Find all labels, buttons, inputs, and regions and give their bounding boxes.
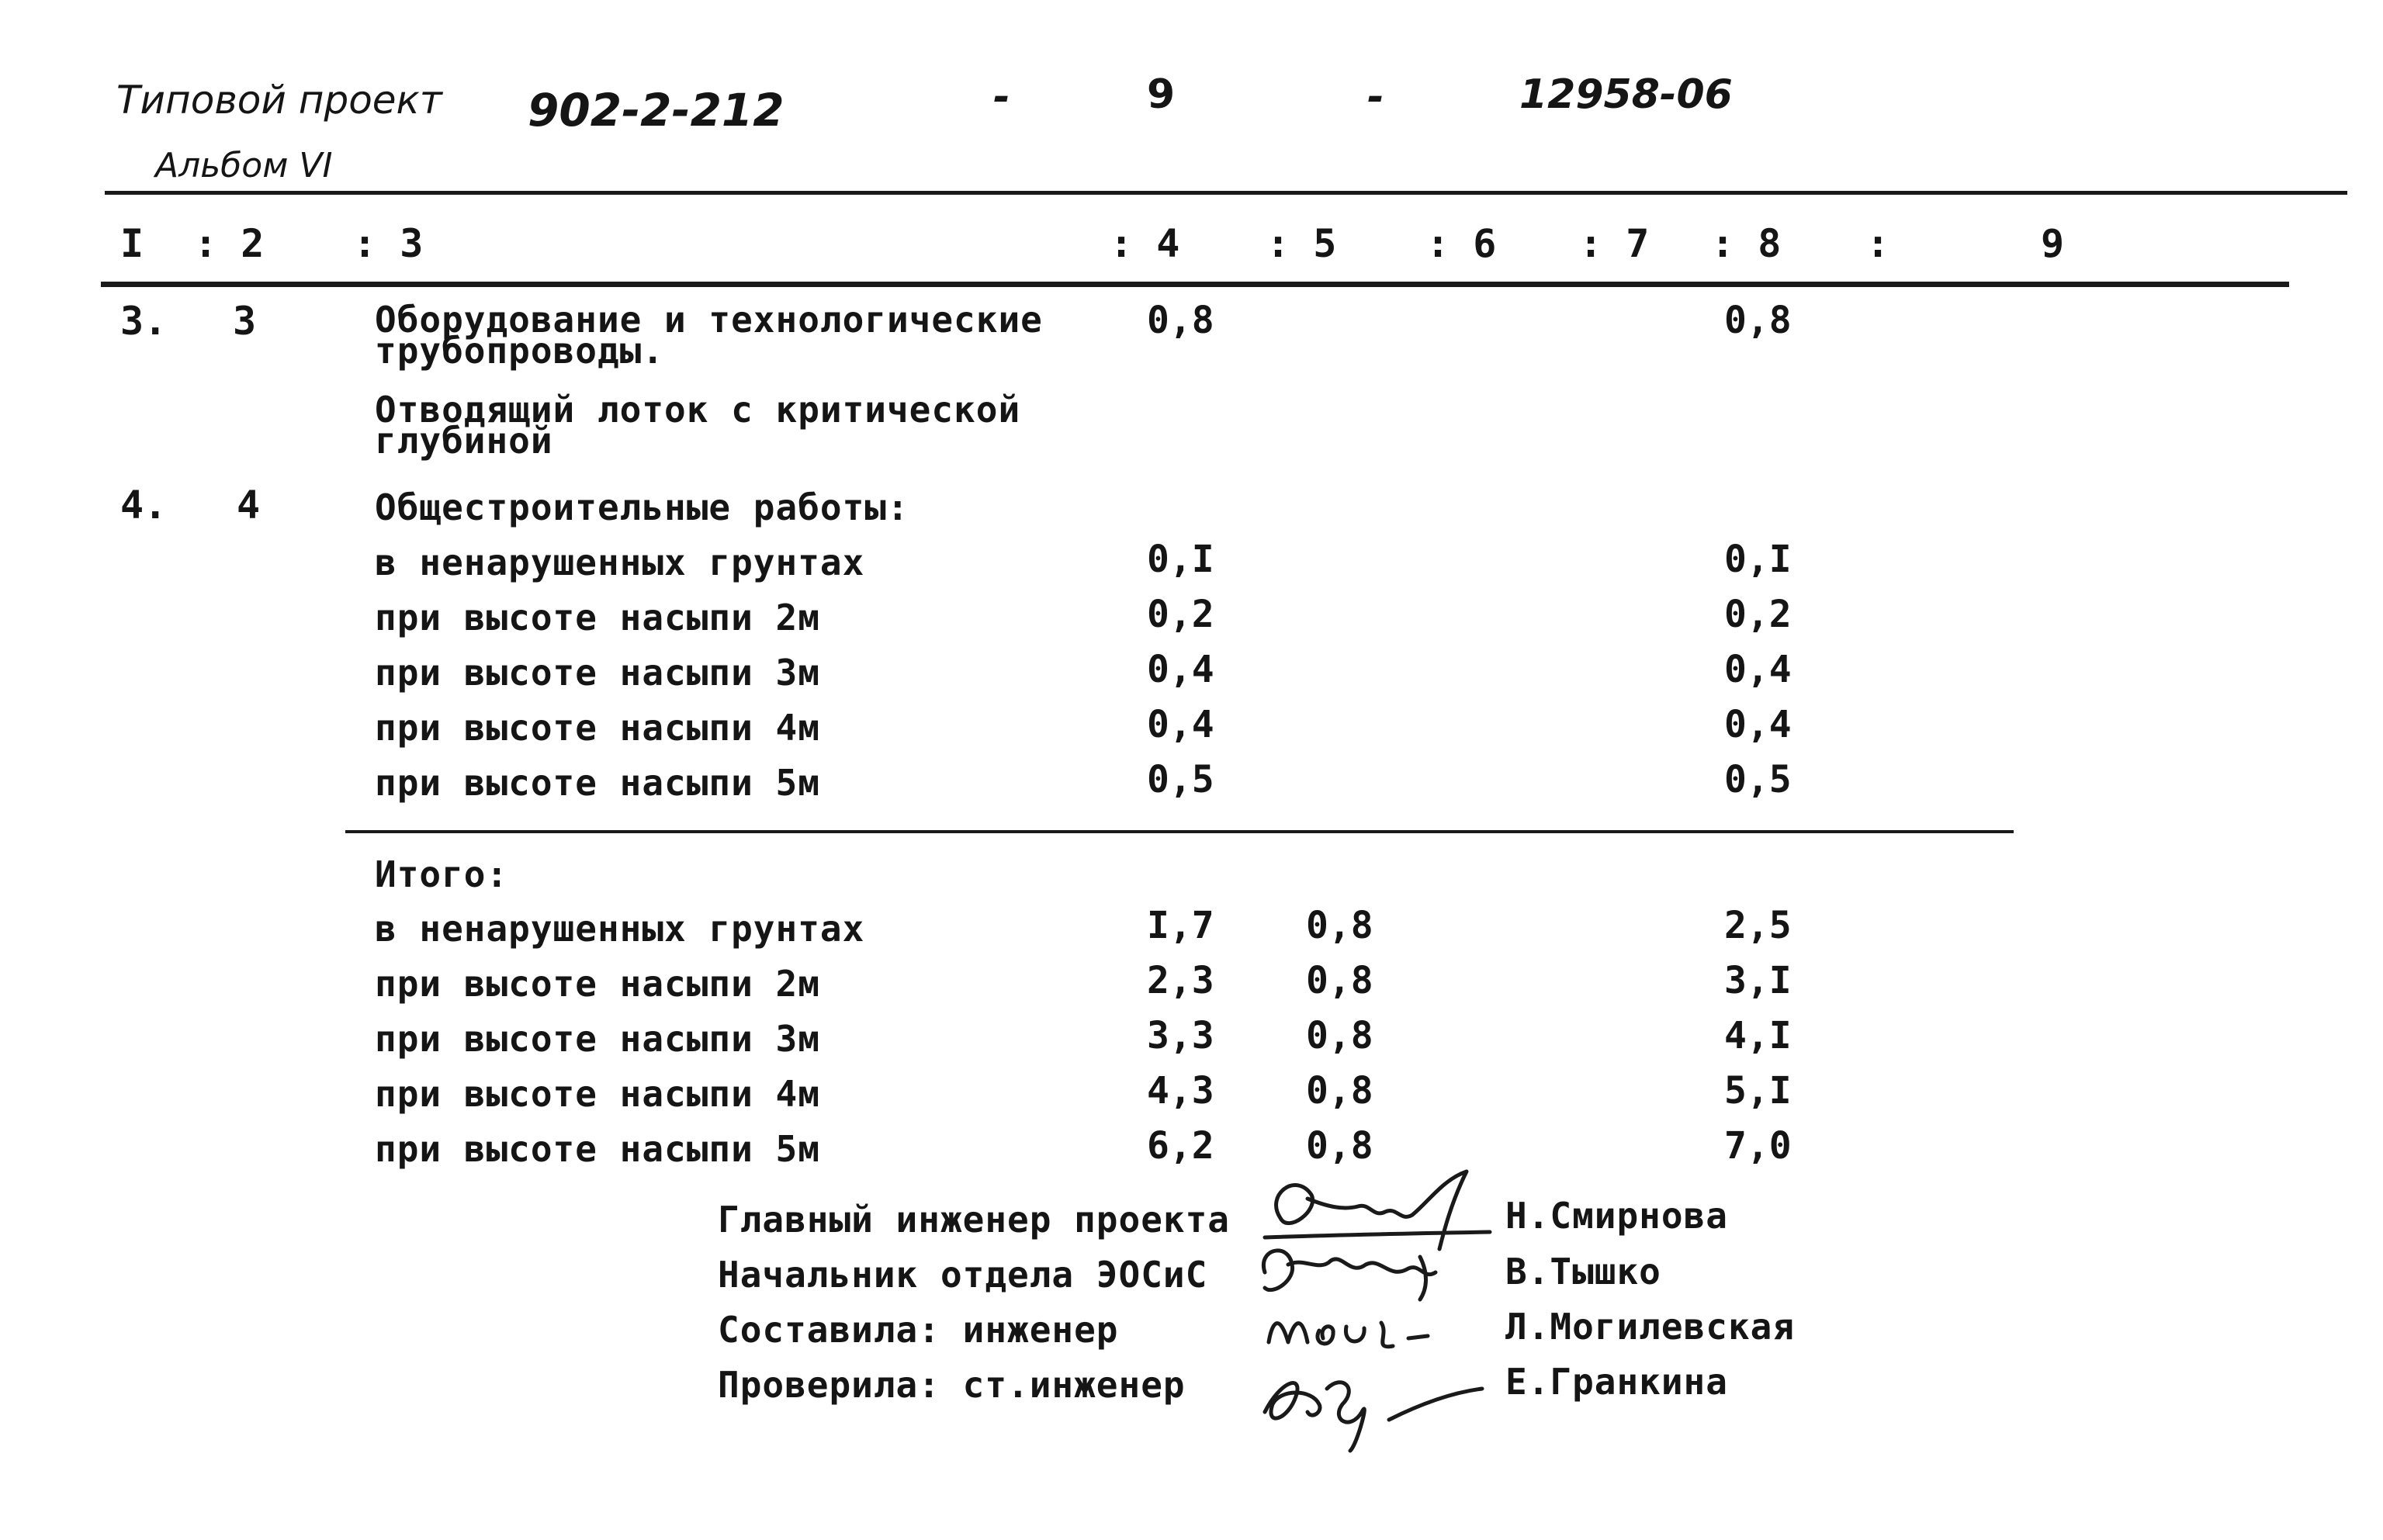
total-row-label: при высоте насыпи 5м — [375, 1128, 820, 1170]
section-3-col8: 0,8 — [1724, 299, 1792, 342]
header-rule — [105, 191, 2347, 195]
section-3-number: 3. — [120, 299, 168, 344]
project-code: 902-2-212 — [528, 84, 785, 137]
signature-smirnova — [1265, 1171, 1490, 1249]
album-label: Альбом VI — [155, 146, 333, 185]
total-row-col5: 0,8 — [1306, 904, 1373, 947]
s4-row-label: при высоте насыпи 4м — [375, 707, 820, 749]
signature-role: Составила: инженер — [718, 1309, 1119, 1351]
total-row-col8: 7,0 — [1724, 1124, 1792, 1168]
col-7: : 7 — [1579, 221, 1650, 266]
section-3-title-line2: трубопроводы. — [375, 330, 665, 372]
s4-row-col4: 0,4 — [1147, 703, 1214, 746]
s4-row-col8: 0,4 — [1724, 703, 1792, 746]
doc-number: 12958-06 — [1519, 71, 1733, 118]
total-row-col4: 6,2 — [1147, 1124, 1214, 1168]
signature-tyshko — [1263, 1251, 1436, 1299]
total-row-col4: I,7 — [1147, 904, 1214, 947]
s4-row-col4: 0,I — [1147, 538, 1214, 581]
signature-name: Л.Могилевская — [1505, 1306, 1796, 1348]
section-3-note-line1: Отводящий лоток с критической — [375, 389, 1021, 431]
signature-name: В.Тышко — [1505, 1251, 1661, 1293]
page-number: 9 — [1147, 71, 1176, 118]
col-3: : 3 — [353, 221, 424, 266]
section-3-title-line1: Оборудование и технологические — [375, 299, 1043, 341]
total-row-label: при высоте насыпи 3м — [375, 1018, 820, 1060]
col-4: : 4 — [1110, 221, 1180, 266]
header-dash-right: - — [1367, 74, 1384, 120]
totals-title: Итого: — [375, 853, 509, 895]
col-2: : 2 — [194, 221, 265, 266]
section-3-note-line2: глубиной — [375, 420, 553, 462]
col-9: 9 — [2041, 221, 2065, 266]
signature-grankina — [1265, 1383, 1482, 1451]
total-row-label: при высоте насыпи 4м — [375, 1073, 820, 1115]
total-row-col8: 5,I — [1724, 1069, 1792, 1113]
s4-row-label: при высоте насыпи 3м — [375, 652, 820, 694]
section-3-col4: 0,8 — [1147, 299, 1214, 342]
total-row-col4: 2,3 — [1147, 959, 1214, 1002]
s4-row-col4: 0,2 — [1147, 593, 1214, 636]
s4-row-col8: 0,2 — [1724, 593, 1792, 636]
project-label: Типовой проект — [116, 78, 442, 123]
signature-role: Главный инженер проекта — [718, 1199, 1230, 1241]
total-row-col8: 2,5 — [1724, 904, 1792, 947]
col-5: : 5 — [1266, 221, 1337, 266]
section-4-title: Общестроительные работы: — [375, 486, 909, 528]
s4-row-label: при высоте насыпи 2м — [375, 597, 820, 638]
total-row-col8: 3,I — [1724, 959, 1792, 1002]
s4-row-label: в ненарушенных грунтах — [375, 542, 865, 583]
s4-row-col8: 0,I — [1724, 538, 1792, 581]
col-1: I — [120, 221, 144, 266]
signature-name: Н.Смирнова — [1505, 1195, 1728, 1237]
header-dash-left: - — [993, 74, 1010, 120]
signature-role: Начальник отдела ЭОСиС — [718, 1254, 1208, 1296]
s4-row-col4: 0,4 — [1147, 648, 1214, 691]
total-row-col5: 0,8 — [1306, 1014, 1373, 1057]
total-row-col5: 0,8 — [1306, 1124, 1373, 1168]
col-sep: : — [1866, 221, 1890, 266]
column-header-rule — [101, 282, 2289, 287]
section-4-number: 4. — [120, 483, 168, 528]
col-6: : 6 — [1426, 221, 1497, 266]
total-row-col5: 0,8 — [1306, 959, 1373, 1002]
total-row-label: в ненарушенных грунтах — [375, 908, 865, 950]
s4-row-col4: 0,5 — [1147, 758, 1214, 801]
signature-mogilevskaya — [1269, 1323, 1428, 1347]
s4-row-col8: 0,4 — [1724, 648, 1792, 691]
handwritten-signatures — [1234, 1164, 1560, 1459]
total-row-col5: 0,8 — [1306, 1069, 1373, 1113]
section-4-sub: 4 — [237, 483, 261, 528]
total-row-col4: 4,3 — [1147, 1069, 1214, 1113]
s4-row-col8: 0,5 — [1724, 758, 1792, 801]
signature-role: Проверила: ст.инженер — [718, 1364, 1186, 1406]
signature-name: Е.Гранкина — [1505, 1361, 1728, 1403]
total-row-col4: 3,3 — [1147, 1014, 1214, 1057]
s4-row-label: при высоте насыпи 5м — [375, 762, 820, 804]
section-3-sub: 3 — [233, 299, 257, 344]
totals-rule — [345, 830, 2014, 833]
total-row-label: при высоте насыпи 2м — [375, 963, 820, 1005]
total-row-col8: 4,I — [1724, 1014, 1792, 1057]
col-8: : 8 — [1711, 221, 1782, 266]
